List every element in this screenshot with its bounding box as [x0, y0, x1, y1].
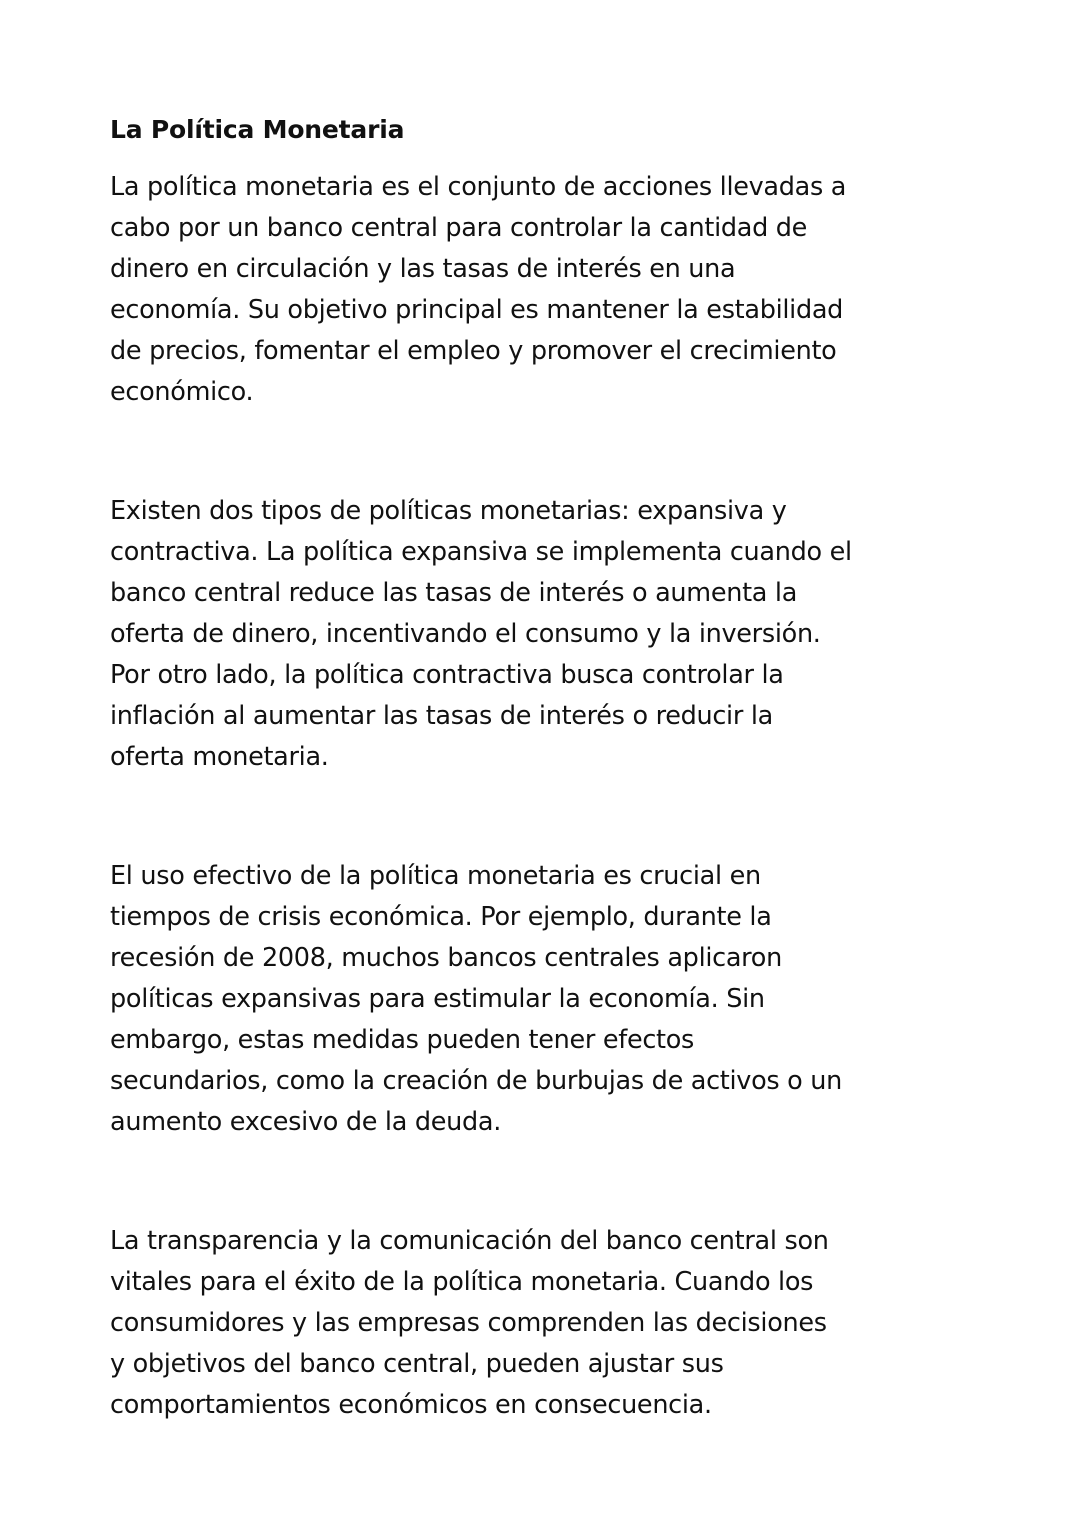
paragraph-line: La política monetaria es el conjunto de acciones llevadas a: [110, 172, 847, 202]
paragraph-line: dinero en circulación y las tasas de interés en una: [110, 254, 736, 284]
paragraph-line: La transparencia y la comunicación del banco central son: [110, 1226, 829, 1256]
paragraph-line: comportamientos económicos en consecuencia.: [110, 1390, 712, 1420]
paragraph-line: inflación al aumentar las tasas de interés o reducir la: [110, 701, 773, 731]
paragraph-line: economía. Su objetivo principal es mantener la estabilidad: [110, 295, 844, 325]
paragraph-1: [110, 167, 960, 413]
paragraph-line: embargo, estas medidas pueden tener efectos: [110, 1025, 695, 1055]
paragraph-line: y objetivos del banco central, pueden ajustar sus: [110, 1349, 724, 1379]
paragraph-line: Por otro lado, la política contractiva busca controlar la: [110, 660, 784, 690]
paragraph-3: [110, 856, 960, 1143]
paragraph-line: oferta de dinero, incentivando el consumo y la inversión.: [110, 619, 821, 649]
paragraph-line: cabo por un banco central para controlar la cantidad de: [110, 213, 808, 243]
paragraph-line: económico.: [110, 377, 254, 407]
paragraph-line: vitales para el éxito de la política monetaria. Cuando los: [110, 1267, 814, 1297]
paragraph-line: secundarios, como la creación de burbujas de activos o un: [110, 1066, 843, 1096]
paragraph-line: banco central reduce las tasas de interés o aumenta la: [110, 578, 798, 608]
paragraph-4: [110, 1221, 960, 1426]
paragraph-line: Existen dos tipos de políticas monetarias: expansiva y: [110, 496, 787, 526]
document-content: [110, 108, 960, 1426]
document-title: La Política Monetaria: [110, 115, 405, 144]
paragraph-line: recesión de 2008, muchos bancos centrales aplicaron: [110, 943, 782, 973]
paragraph-line: aumento excesivo de la deuda.: [110, 1107, 501, 1137]
paragraph-line: contractiva. La política expansiva se implementa cuando el: [110, 537, 852, 567]
paragraph-line: políticas expansivas para estimular la economía. Sin: [110, 984, 765, 1014]
paragraph-2: [110, 491, 960, 778]
paragraph-line: tiempos de crisis económica. Por ejemplo, durante la: [110, 902, 772, 932]
paragraph-line: consumidores y las empresas comprenden las decisiones: [110, 1308, 827, 1338]
paragraph-line: El uso efectivo de la política monetaria es crucial en: [110, 861, 761, 891]
paragraph-line: de precios, fomentar el empleo y promover el crecimiento: [110, 336, 837, 366]
paragraph-line: oferta monetaria.: [110, 742, 329, 772]
